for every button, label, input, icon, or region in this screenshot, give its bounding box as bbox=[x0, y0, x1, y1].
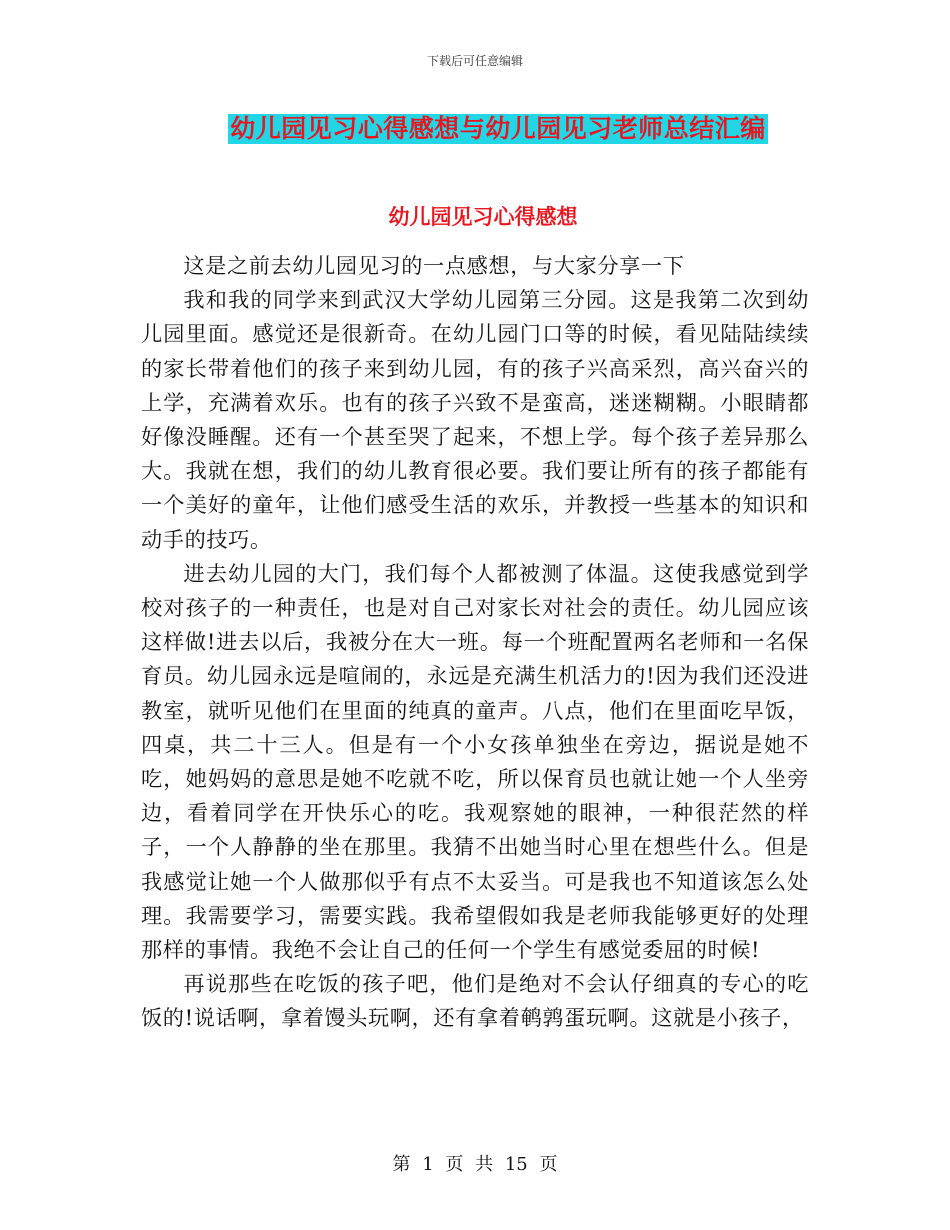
paragraph-mealtime: 再说那些在吃饭的孩子吧，他们是绝对不会认仔细真的专心的吃饭的!说话啊，拿着馒头玩啊，还有拿着鹌鹑蛋玩啊。这就是小孩子， bbox=[141, 971, 809, 1031]
document-title: 幼儿园见习心得感想与幼儿园见习老师总结汇编 bbox=[230, 114, 766, 143]
paragraph-classroom: 进去幼儿园的大门，我们每个人都被测了体温。这使我感觉到学校对孩子的一种责任，也是对自己对家长对社会的责任。幼儿园应该这样做!进去以后，我被分在大一班。每一个班配置两名老师和一名保育员。幼儿园永远是喧闹的，永远是充满生机活力的!因为我们还没进教室，就听见他们在里面的纯真的童声。八点，他们在里面吃早饭，四桌，共二十三人。但是有一个小女孩单独坐在旁边，据说是她不吃，她妈妈的意思是她不吃就不吃，所以保育员也就让她一个人坐旁边，看着同学在开快乐心的吃。我观察她的眼神，一种很茫然的样子，一个人静静的坐在那里。我猜不出她当时心里在想些什么。但是我感觉让她一个人做那似乎有点不太妥当。可是我也不知道该怎么处理。我需要学习，需要实践。我希望假如我是老师我能够更好的处理那样的事情。我绝不会让自己的任何一个学生有感觉委屈的时候! bbox=[141, 560, 809, 963]
paragraph-intro: 这是之前去幼儿园见习的一点感想，与大家分享一下 bbox=[183, 253, 685, 278]
section-title: 幼儿园见习心得感想 bbox=[388, 205, 578, 229]
paragraph-arrival: 我和我的同学来到武汉大学幼儿园第三分园。这是我第二次到幼儿园里面。感觉还是很新奇。在幼儿园门口等的时候，看见陆陆续续的家长带着他们的孩子来到幼儿园，有的孩子兴高采烈，高兴奋兴的上学，充满着欢乐。也有的孩子兴致不是蛮高，迷迷糊糊。小眼睛都好像没睡醒。还有一个甚至哭了起来，不想上学。每个孩子差异那么大。我就在想，我们的幼儿教育很必要。我们要让所有的孩子都能有一个美好的童年，让他们感受生活的欢乐，并教授一些基本的知识和动手的技巧。 bbox=[141, 287, 809, 552]
page-header: 下载后可任意编辑 bbox=[426, 54, 523, 68]
page-footer: 第 1 页 共 15 页 bbox=[392, 1154, 558, 1175]
document-body bbox=[141, 249, 809, 1036]
document-title-container bbox=[0, 114, 950, 144]
